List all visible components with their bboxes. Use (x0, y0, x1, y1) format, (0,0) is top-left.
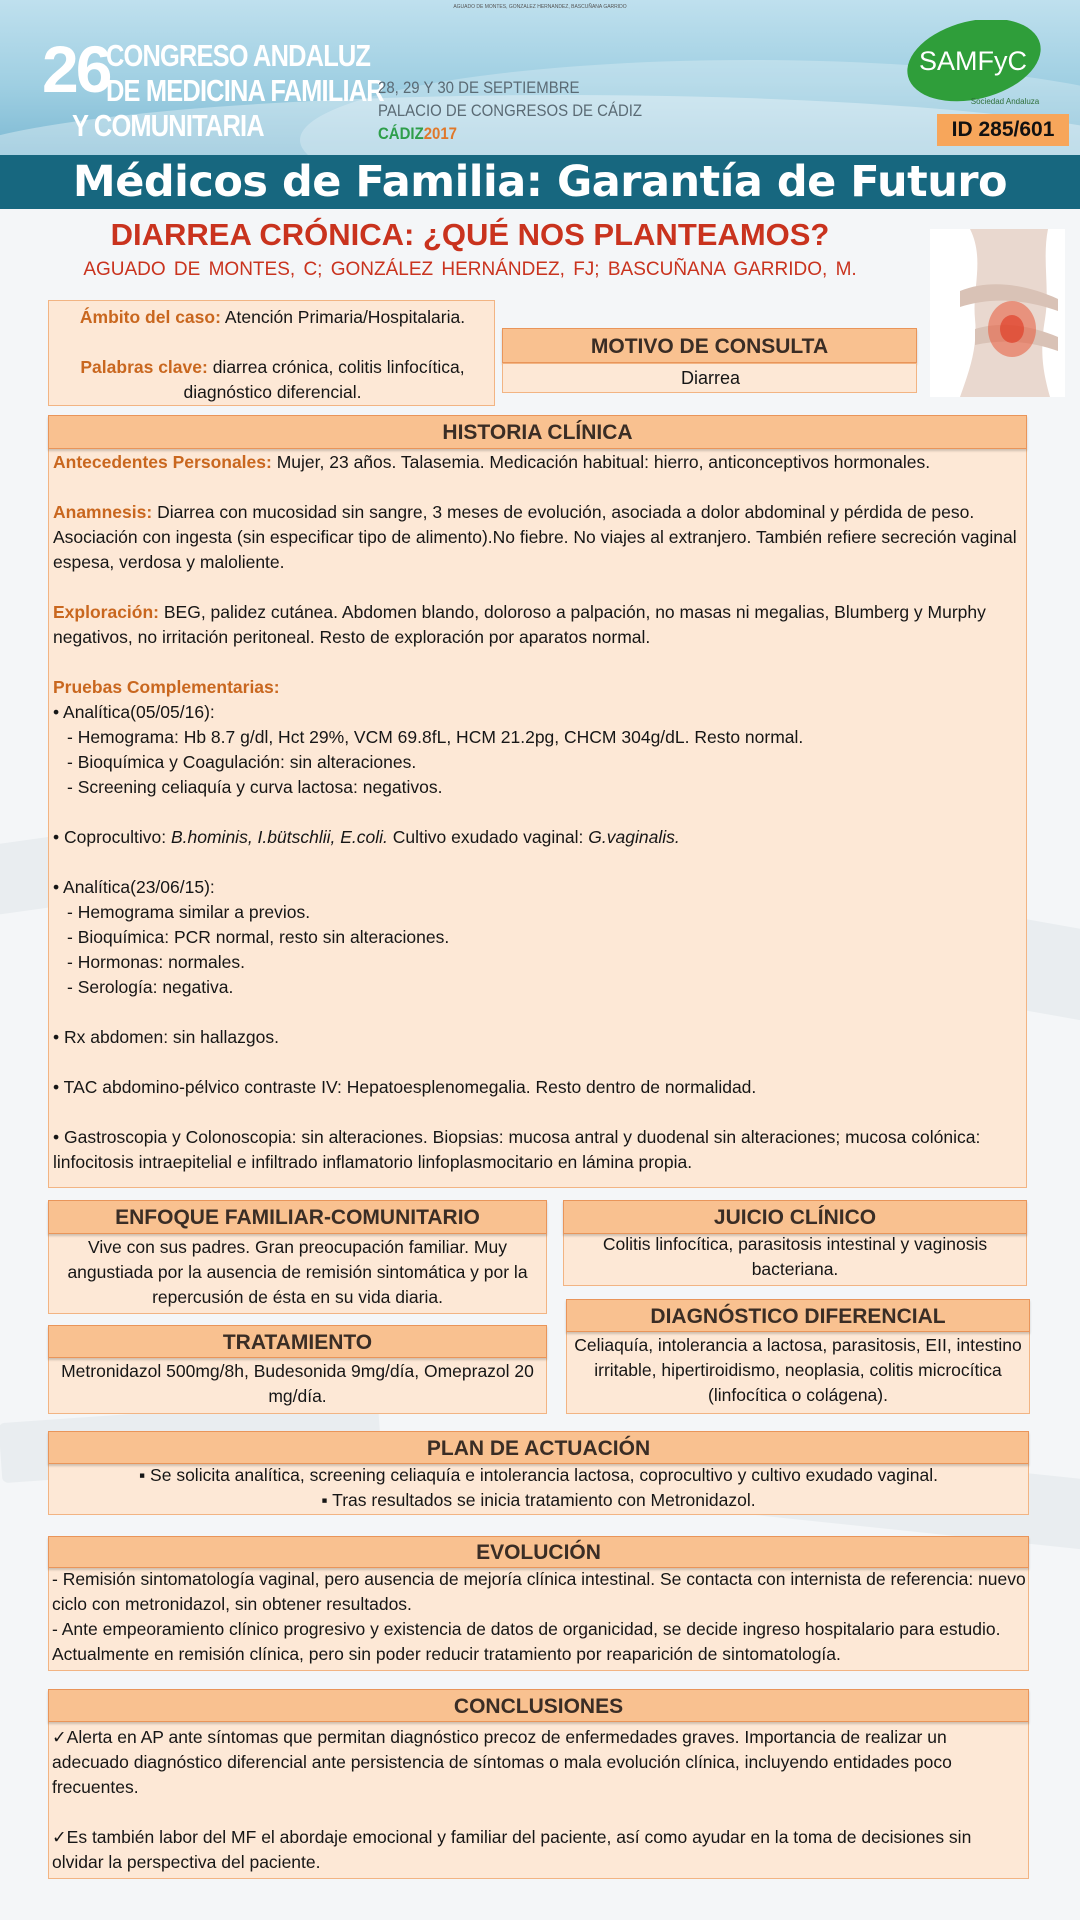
tratamiento-heading: TRATAMIENTO (48, 1325, 547, 1358)
coprocultivo-line: • Coprocultivo: B.hominis, I.bütschlii, E.coli. Cultivo exudado vaginal: G.vaginalis. (53, 827, 680, 847)
diagnostico-heading: DIAGNÓSTICO DIFERENCIAL (566, 1299, 1030, 1332)
analitica2-heading: • Analítica(23/06/15): (53, 877, 215, 897)
analitica1-heading: • Analítica(05/05/16): (53, 702, 215, 722)
analitica2-item: - Bioquímica: PCR normal, resto sin alteraciones. (67, 927, 450, 947)
congress-city-year: CÁDIZ2017 (378, 124, 458, 143)
congress-number: 26 (42, 32, 110, 106)
congress-venue: PALACIO DE CONGRESOS DE CÁDIZ (378, 101, 643, 120)
ambito-box (48, 300, 495, 406)
conclusiones-text (52, 1725, 1027, 1875)
plan-item: ▪ Se solicita analítica, screening celiaquía e intolerancia lactosa, coprocultivo y cultivo exudado vaginal. (138, 1465, 939, 1485)
motivo-heading: MOTIVO DE CONSULTA (502, 328, 917, 363)
evolucion-item: - Remisión sintomatología vaginal, pero ausencia de mejoría clínica intestinal. Se contacta con internista de referencia: nuevo ciclo con metronidazol, sin obtener resultados. (52, 1569, 1026, 1614)
antecedentes-label: Antecedentes Personales: (53, 452, 272, 472)
diagnostico-text: Celiaquía, intolerancia a lactosa, parasitosis, EII, intestino irritable, hipertiroidismo, neoplasia, colitis microcítica (linfocítica o colágena). (574, 1335, 1022, 1405)
plan-text (52, 1463, 1025, 1513)
samfyc-logo (905, 20, 1043, 106)
congress-line-2: DE MEDICINA FAMILIAR (106, 73, 384, 108)
antecedentes-text: Mujer, 23 años. Talasemia. Medicación habitual: hierro, anticonceptivos hormonales. (276, 452, 931, 472)
keywords-value: diarrea crónica, colitis linfocítica, diagnóstico diferencial. (183, 357, 465, 402)
anamnesis-text: Diarrea con mucosidad sin sangre, 3 meses de evolución, asociada a dolor abdominal y pérdida de peso. Asociación con ingesta (sin especificar tipo de alimento).No fiebre. No viajes al extranjero. También refiere secreción vaginal espesa, verdosa y maloliente. (53, 502, 1017, 572)
tac-line: • TAC abdomino-pélvico contraste IV: Hepatoesplenomegalia. Resto dentro de normalidad. (53, 1077, 757, 1097)
congress-dates: 28, 29 Y 30 DE SEPTIEMBRE (378, 78, 580, 97)
historia-heading: HISTORIA CLÍNICA (48, 415, 1027, 449)
plan-item: ▪ Tras resultados se inicia tratamiento con Metronidazol. (321, 1490, 756, 1510)
plan-heading: PLAN DE ACTUACIÓN (48, 1431, 1029, 1464)
header-caption: AGUADO DE MONTES, GONZALEZ HERNANDEZ, BASCUÑANA GARRIDO (453, 4, 627, 10)
poster-id-badge: ID 285/601 (937, 114, 1069, 146)
congress-header (0, 0, 1080, 155)
conclusion-item: ✓Es también labor del MF el abordaje emocional y familiar del paciente, así como ayudar en la toma de decisiones sin olvidar la perspectiva del paciente. (52, 1827, 972, 1872)
logo-subtext: Sociedad Andaluza (970, 97, 1040, 106)
analitica2-item: - Hormonas: normales. (67, 952, 245, 972)
rx-line: • Rx abdomen: sin hallazgos. (53, 1027, 279, 1047)
evolucion-item: - Ante empeoramiento clínico progresivo y existencia de datos de organicidad, se decide ingreso hospitalario para estudio. Actualmente en remisión clínica, pero sin poder reducir tratamiento por reaparición de sintomatología. (52, 1619, 1001, 1664)
enfoque-heading: ENFOQUE FAMILIAR-COMUNITARIO (48, 1200, 547, 1234)
keywords-label: Palabras clave: (80, 357, 208, 377)
tratamiento-text: Metronidazol 500mg/8h, Budesonida 9mg/día, Omeprazol 20 mg/día. (61, 1361, 534, 1406)
ambito-value: Atención Primaria/Hospitalaria. (224, 307, 466, 327)
pruebas-label: Pruebas Complementarias: (53, 677, 280, 697)
conclusion-item: ✓Alerta en AP ante síntomas que permitan diagnóstico precoz de enfermedades graves. Importancia de realizar un adecuado diagnóstico diferencial ante persistencia de síntomas o mala evolución clínica, incluyendo entidades poco frecuentes. (52, 1727, 952, 1797)
evolucion-heading: EVOLUCIÓN (48, 1536, 1029, 1568)
poster-authors: AGUADO DE MONTES, C; GONZÁLEZ HERNÁNDEZ, FJ; BASCUÑANA GARRIDO, M. (83, 259, 857, 280)
gastro-line: • Gastroscopia y Colonoscopia: sin alteraciones. Biopsias: mucosa antral y duodenal sin alteraciones; mucosa colónica: linfocitosis intraepitelial e infiltrado inflamatorio linfoplasmocitario en lámina propia. (53, 1127, 981, 1172)
exploracion-label: Exploración: (53, 602, 159, 622)
analitica1-item: - Bioquímica y Coagulación: sin alteraciones. (67, 752, 417, 772)
exploracion-text: BEG, palidez cutánea. Abdomen blando, doloroso a palpación, no masas ni megalias, Blumberg y Murphy negativos, no irritación peritoneal. Resto de exploración por aparatos normal. (53, 602, 986, 647)
juicio-text: Colitis linfocítica, parasitosis intestinal y vaginosis bacteriana. (602, 1234, 988, 1279)
banner-slogan: Médicos de Familia: Garantía de Futuro (0, 155, 1080, 209)
evolucion-text (52, 1567, 1027, 1667)
enfoque-text: Vive con sus padres. Gran preocupación familiar. Muy angustiada por la ausencia de remisión sintomática y por la repercusión de ésta en su vida diaria. (67, 1237, 528, 1307)
abdominal-pain-photo (930, 229, 1065, 397)
congress-line-3: Y COMUNITARIA (72, 108, 264, 143)
analitica2-item: - Hemograma similar a previos. (67, 902, 311, 922)
ambito-label: Ámbito del caso: (79, 307, 221, 327)
juicio-heading: JUICIO CLÍNICO (563, 1200, 1027, 1234)
analitica2-item: - Serología: negativa. (67, 977, 234, 997)
historia-text (53, 450, 1023, 1175)
ambito-text (59, 305, 486, 405)
analitica1-item: - Hemograma: Hb 8.7 g/dl, Hct 29%, VCM 69.8fL, HCM 21.2pg, CHCM 304g/dL. Resto normal. (67, 727, 804, 747)
anamnesis-label: Anamnesis: (53, 502, 153, 522)
logo-text: SAMFyC (919, 46, 1027, 76)
congress-line-1: CONGRESO ANDALUZ (106, 38, 371, 73)
motivo-box (502, 363, 917, 393)
poster-title: DIARREA CRÓNICA: ¿QUÉ NOS PLANTEAMOS? (110, 217, 830, 252)
motivo-text: Diarrea (680, 368, 741, 388)
conclusiones-heading: CONCLUSIONES (48, 1689, 1029, 1722)
analitica1-item: - Screening celiaquía y curva lactosa: negativos. (67, 777, 443, 797)
